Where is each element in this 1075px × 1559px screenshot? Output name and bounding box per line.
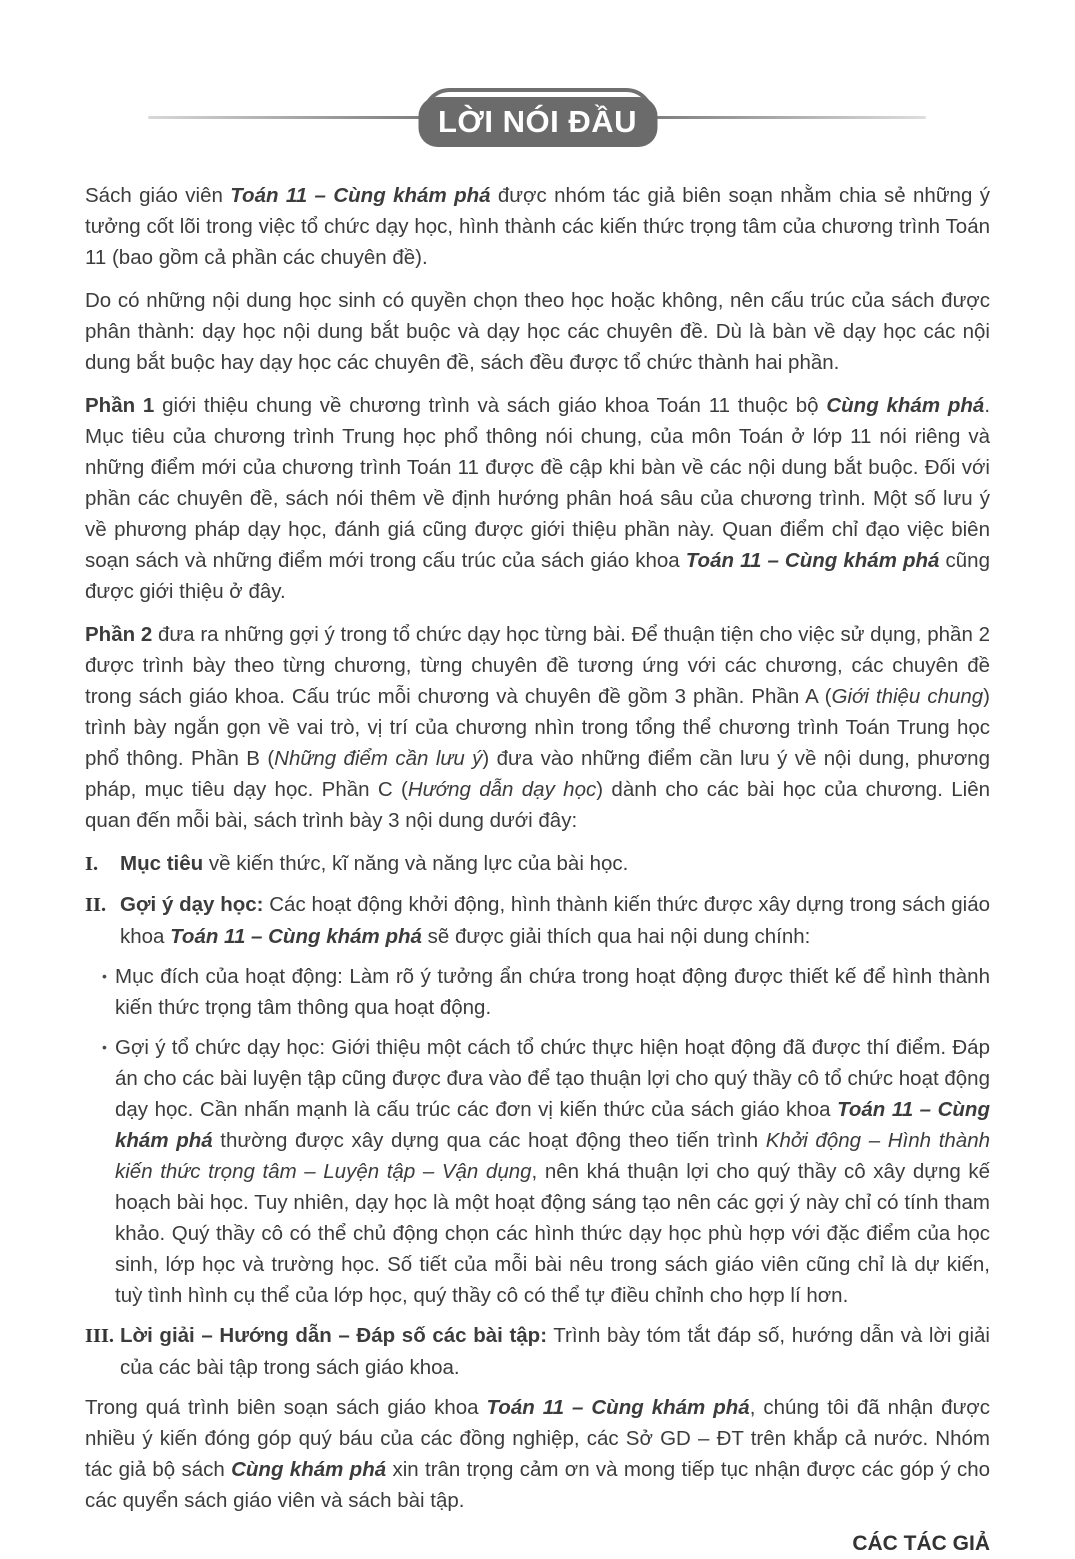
roman-numeral-marker: II. [85,894,107,916]
page-title-badge [418,97,657,147]
paragraph [85,619,990,836]
divider-line-left [148,116,424,119]
bullet-icon: • [102,968,107,984]
divider-line-right [650,116,926,119]
text-run: về kiến thức, kĩ năng và năng lực của bài học. [203,852,629,875]
section-header [0,94,1075,152]
text-run: Trong quá trình biên soạn sách giáo khoa [85,1396,487,1419]
text-run: , chúng tôi đã nhận được nhiều ý kiến đóng góp quý báu của các đồng nghiệp, các Sở GD – ĐT trên khắp cả nước. Nhóm tác giả bộ sách [85,1396,990,1481]
text-run: Lời giải – Hướng dẫn – Đáp số các bài tập: [120,1324,548,1347]
paragraph [85,390,990,607]
bullet-list-item [85,1032,990,1311]
text-run: ) trình bày ngắn gọn về vai trò, vị trí của chương nhìn trong tổng thể chương trình Toán Trung học phổ thông. Phần B ( [85,685,990,770]
text-run: giới thiệu chung về chương trình và sách giáo khoa Toán 11 thuộc bộ [154,394,827,417]
roman-numeral-marker: III. [85,1325,115,1347]
text-run: Toán 11 – Cùng khám phá [685,549,940,572]
paragraph [85,1392,990,1516]
text-run: xin trân trọng cảm ơn và mong tiếp tục nhận được các góp ý cho các quyển sách giáo viên và sách bài tập. [85,1458,991,1512]
roman-list-item [85,1320,990,1383]
text-run: Gợi ý dạy học: [120,893,264,916]
roman-list-item [85,848,990,880]
text-run: Sách giáo viên [85,184,231,207]
text-run: sẽ được giải thích qua hai nội dung chính: [421,925,811,948]
text-run: ) dành cho các bài học của chương. Liên quan đến mỗi bài, sách trình bày 3 nội dung dưới đây: [85,778,991,832]
paragraph [85,180,990,273]
text-run: Do có những nội dung học sinh có quyền chọn theo học hoặc không, nên cấu trúc của sách được phân thành: dạy học nội dung bắt buộc và dạy học các chuyên đề. Dù là bàn về dạy học các nội dung bắt buộc hay dạy học các chuyên đề, sách đều được tổ chức thành hai phần. [85,289,990,374]
text-run: Giới thiệu chung [831,685,984,708]
text-run: Mục tiêu [120,852,204,875]
text-run: Toán 11 – Cùng khám phá [486,1396,750,1419]
text-run: Mục đích của hoạt động: Làm rõ ý tưởng ẩn chứa trong hoạt động được thiết kế để hình thành kiến thức trọng tâm thông qua hoạt động. [115,965,990,1019]
roman-numeral-marker: I. [85,853,99,875]
text-run: Các hoạt động khởi động, hình thành kiến thức được xây dựng trong sách giáo khoa [120,893,990,948]
author-signature: CÁC TÁC GIẢ [852,1532,990,1555]
text-run: Trình bày tóm tắt đáp số, hướng dẫn và lời giải của các bài tập trong sách giáo khoa. [120,1324,990,1379]
text-run: Toán 11 – Cùng khám phá [230,184,491,207]
text-run: Khởi động – Hình thành kiến thức trọng tâm – Luyện tập – Vận dụng [115,1129,990,1183]
text-run: Toán 11 – Cùng khám phá [115,1098,990,1152]
text-run: Toán 11 – Cùng khám phá [170,925,422,948]
text-run: Gợi ý tổ chức dạy học: Giới thiệu một cách tổ chức thực hiện hoạt động đã được thí điểm. Đáp án cho các bài luyện tập cũng được đưa vào để tạo thuận lợi cho quý thầy cô tổ chức hoạt động dạy học. Cần nhấn mạnh là cấu trúc các đơn vị kiến thức của sách giáo khoa [115,1036,990,1121]
paragraph [85,285,990,378]
text-run: Hướng dẫn dạy học [407,778,597,801]
bullet-list-item [85,961,990,1023]
document-body [85,180,990,1516]
roman-list-item [85,889,990,952]
text-run: , nên khá thuận lợi cho quý thầy cô xây dựng kế hoạch bài học. Tuy nhiên, dạy học là một hoạt động sáng tạo nên các gợi ý này chỉ có tính tham khảo. Quý thầy cô có thể chủ động chọn các hình thức dạy học phù hợp với đặc điểm của học sinh, lớp học và trường học. Số tiết của mỗi bài nêu trong sách giáo viên cũng chỉ là dự kiến, tuỳ tình hình cụ thể của lớp học, quý thầy cô có thể tự điều chỉnh cho hợp lí hơn. [115,1160,991,1307]
text-run: đưa ra những gợi ý trong tổ chức dạy học từng bài. Để thuận tiện cho việc sử dụng, phần 2 được trình bày theo từng chương, từng chuyên đề tương ứng với các chương, các chuyên đề trong sách giáo khoa. Cấu trúc mỗi chương và chuyên đề gồm 3 phần. Phần A ( [85,623,990,708]
text-run: Phần 1 [85,394,155,417]
text-run: Phần 2 [85,623,153,646]
text-run: ) đưa vào những điểm cần lưu ý về nội dung, phương pháp, mục tiêu dạy học. Phần C ( [85,747,990,801]
page-title: LỜI NÓI ĐẦU [438,104,637,139]
text-run: được nhóm tác giả biên soạn nhằm chia sẻ những ý tưởng cốt lõi trong việc tổ chức dạy học, hình thành các kiến thức trọng tâm của chương trình Toán 11 (bao gồm cả phần các chuyên đề). [85,184,990,269]
text-run: . Mục tiêu của chương trình Trung học phổ thông nói chung, của môn Toán ở lớp 11 nói riêng và những điểm mới của chương trình Toán 11 được đề cập khi bàn về các nội dung bắt buộc. Đối với phần các chuyên đề, sách nói thêm về định hướng phân hoá sâu của chương trình. Một số lưu ý về phương pháp dạy học, đánh giá cũng được giới thiệu phần này. Quan điểm chỉ đạo việc biên soạn sách và những điểm mới trong cấu trúc của sách giáo khoa [85,394,991,572]
text-run: Những điểm cần lưu ý [274,747,483,770]
bullet-icon: • [102,1039,107,1055]
text-run: Cùng khám phá [826,394,985,417]
text-run: thường được xây dựng qua các hoạt động theo tiến trình [212,1129,766,1152]
text-run: Cùng khám phá [231,1458,387,1481]
text-run: cũng được giới thiệu ở đây. [85,549,990,603]
